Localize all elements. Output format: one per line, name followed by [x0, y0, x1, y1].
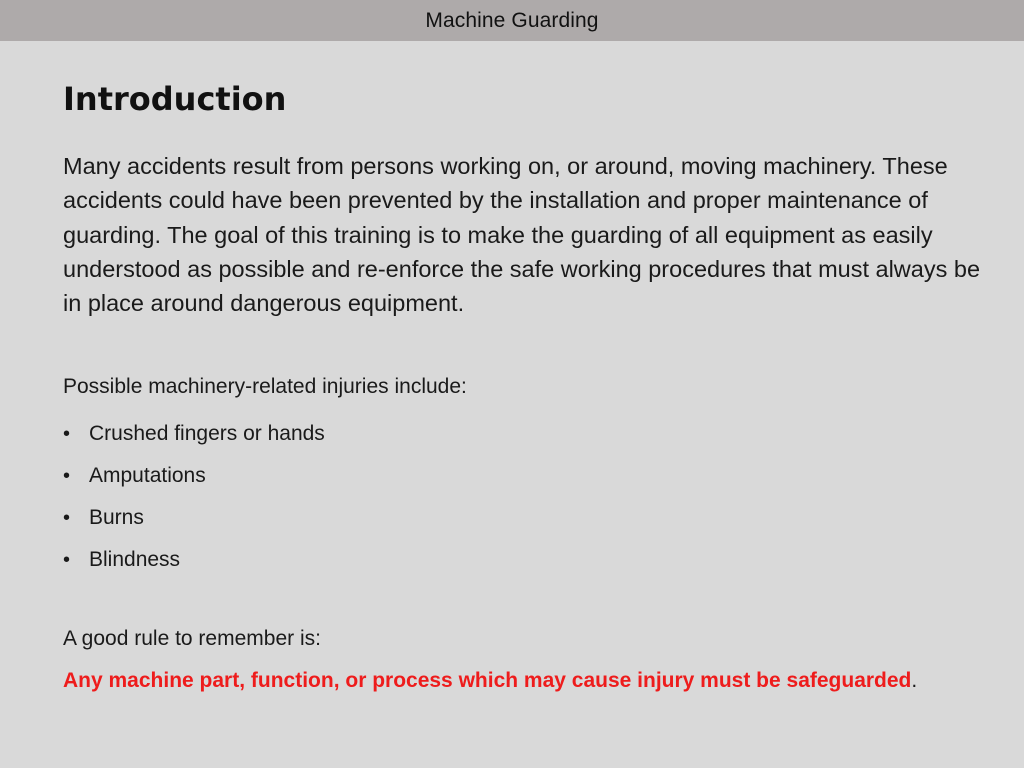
- injuries-list: [63, 413, 325, 581]
- list-item: [63, 413, 325, 455]
- bullet-icon: •: [63, 506, 71, 529]
- slide-title: Introduction: [63, 80, 287, 118]
- list-item: [63, 497, 325, 539]
- safety-rule-period: .: [911, 669, 918, 692]
- injury-label: Amputations: [89, 464, 206, 487]
- bullet-icon: •: [63, 422, 71, 445]
- injury-label: Burns: [89, 506, 144, 529]
- list-item: [63, 539, 325, 581]
- bullet-icon: •: [63, 548, 71, 571]
- list-item: [63, 455, 325, 497]
- safety-rule: [63, 667, 917, 695]
- bullet-icon: •: [63, 464, 71, 487]
- safety-rule-emphasis: Any machine part, function, or process which may cause injury must be safeguarded: [63, 669, 912, 692]
- intro-paragraph: Many accidents result from persons working on, or around, moving machinery. These accidents could have been prevented by the installation and proper maintenance of guarding. The goal of this training is to make the guarding of all equipment as easily understood as possible and re-enforce the safe working procedures that must always be in place around dangerous equipment.: [63, 153, 981, 317]
- header-bar: [0, 0, 1024, 41]
- injuries-intro: Possible machinery-related injuries include:: [63, 375, 467, 398]
- injury-label: Blindness: [89, 548, 181, 571]
- header-title: Machine Guarding: [425, 8, 599, 32]
- injury-label: Crushed fingers or hands: [89, 422, 325, 445]
- rule-intro: A good rule to remember is:: [63, 627, 321, 650]
